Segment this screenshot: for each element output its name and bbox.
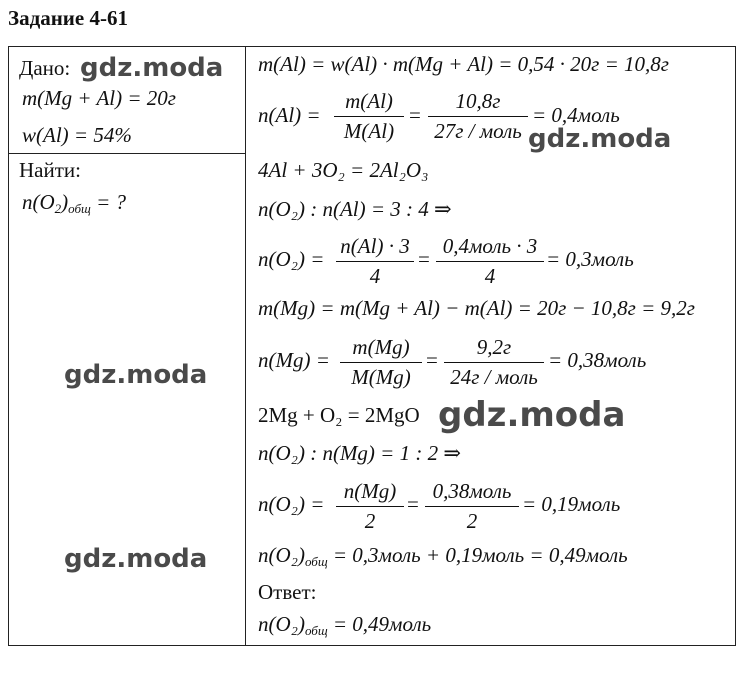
solution-n-al-lhs: n(Al) = xyxy=(258,103,321,127)
solution-n-o2-lhs-2: n(O₂) = xyxy=(258,492,325,516)
task-title: Задание 4-61 xyxy=(8,6,128,30)
ratio-o2-al: n(O₂) : n(Al) = 3 : 4 ⇒ xyxy=(258,197,452,221)
reaction-mg-oxygen: 2Mg + O₂ = 2MgO xyxy=(258,403,420,427)
watermark-logo: gdz.moda xyxy=(528,124,672,154)
answer-value: $n(O_2)_{общ}$ = 0,49моль xyxy=(258,612,432,638)
solution-n-o2-lhs: n(O₂) = xyxy=(258,247,325,271)
solution-n-mg-lhs: n(Mg) = xyxy=(258,348,330,372)
column-divider xyxy=(245,46,246,646)
solution-line-mass-al: m(Al) = w(Al) · m(Mg + Al) = 0,54 · 20г = 10,8г xyxy=(258,52,669,76)
fraction-0-4-times-3-over-4: 0,4моль · 3 4 xyxy=(436,236,544,287)
fraction-n-al-times-3-over-4: n(Al) · 3 4 xyxy=(336,236,414,287)
given-find-divider xyxy=(8,153,246,154)
fraction-10-8-over-27: 10,8г 27г / моль xyxy=(428,91,528,142)
answer-label: Ответ: xyxy=(258,580,317,604)
fraction-m-mg-over-M-mg: m(Mg) M(Mg) xyxy=(340,337,422,388)
equals-sign: = xyxy=(409,103,421,127)
solution-total-o2: $n(O_2)_{общ}$ = 0,3моль + 0,19моль = 0,49моль xyxy=(258,543,628,569)
fraction-0-38-over-2: 0,38моль 2 xyxy=(425,481,519,532)
equals-sign: = xyxy=(407,492,419,516)
ratio-o2-mg: n(O₂) : n(Mg) = 1 : 2 ⇒ xyxy=(258,441,461,465)
fraction-m-al-over-M-al: m(Al) M(Al) xyxy=(334,91,404,142)
solution-line-mass-mg: m(Mg) = m(Mg + Al) − m(Al) = 20г − 10,8г = 9,2г xyxy=(258,296,695,320)
given-label: Дано: xyxy=(19,56,71,80)
watermark-logo: gdz.moda xyxy=(64,544,208,574)
given-mass-fraction-al: w(Al) = 54% xyxy=(22,123,132,147)
watermark-logo: gdz.moda xyxy=(80,53,224,83)
solution-n-o2-result-2: = 0,19моль xyxy=(522,492,621,516)
watermark-logo: gdz.moda xyxy=(64,360,208,390)
equals-sign: = xyxy=(426,348,438,372)
equals-sign: = xyxy=(418,247,430,271)
find-target: $n(O_2)_{общ}$ = ? xyxy=(22,190,127,216)
find-label: Найти: xyxy=(19,158,81,182)
solution-n-al-result: = 0,4моль xyxy=(532,103,620,127)
solution-n-mg-result: = 0,38моль xyxy=(548,348,647,372)
given-mass-mixture: m(Mg + Al) = 20г xyxy=(22,86,176,110)
fraction-9-2-over-24: 9,2г 24г / моль xyxy=(444,337,544,388)
reaction-al-oxygen: 4Al + 3O₂ = 2Al₂O₃ xyxy=(258,158,429,182)
fraction-n-mg-over-2: n(Mg) 2 xyxy=(336,481,404,532)
solution-n-o2-result-1: = 0,3моль xyxy=(546,247,634,271)
watermark-logo: gdz.moda xyxy=(438,395,626,435)
